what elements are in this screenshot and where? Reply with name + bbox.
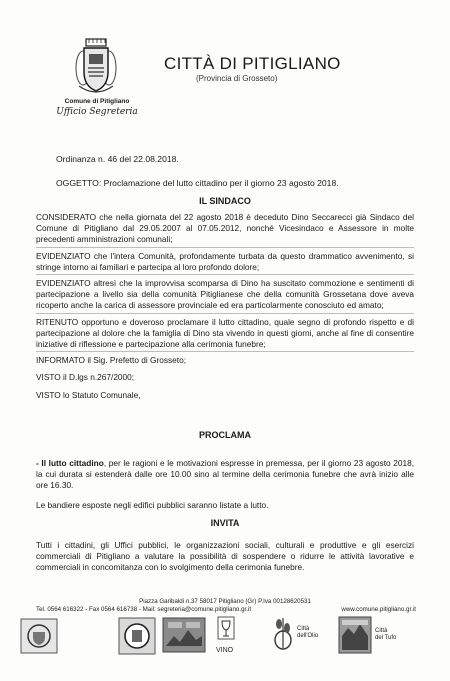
olive-branch-icon [272, 616, 294, 650]
footer-contacts: Tel. 0564 616322 - Fax 0564 616738 - Mail: segreteria@comune.pitigliano.gr.it [36, 606, 252, 613]
invita-text: Tutti i cittadini, gli Uffici pubblici, le organizzazioni sociali, culturali e produttive e gli esercizi commerciali di Pitigliano a valutare la possibilità di sospendere o ridurre le attività lavorative e commerciali in concomitanza con lo svolgimento della cerimonia funebre. [36, 540, 414, 573]
olio-line1: Città [297, 626, 310, 632]
ordinanza-number: Ordinanza n. 46 del 22.08.2018. [56, 154, 179, 164]
invita-section [36, 540, 414, 578]
comune-label: Comune di Pitigliano [64, 98, 130, 105]
proclama-section [36, 458, 414, 515]
paragraph-visto-dlgs: VISTO il D.lgs n.267/2000; [36, 372, 135, 383]
proclama-lead: - Il lutto cittadino [36, 458, 104, 468]
city-title: CITTÀ DI PITIGLIANO [164, 54, 341, 73]
vino-logo [216, 616, 242, 654]
invita-heading: INVITA [210, 518, 240, 528]
ufficio-signature: Ufficio Segreteria [56, 107, 138, 117]
circular-emblem-logo-icon [118, 616, 156, 656]
tufo-emblem-icon [338, 616, 372, 654]
footer-contacts-row [36, 606, 416, 613]
citta-tufo-logo [338, 616, 412, 654]
il-sindaco-heading: IL SINDACO [199, 196, 251, 206]
citta-olio-logo [272, 616, 332, 650]
comune-seal-logo-icon [20, 616, 60, 656]
tufo-line2: del Tufo [375, 635, 397, 641]
paragraph-informato: INFORMATO il Sig. Prefetto di Grosseto; [36, 355, 186, 366]
paragraph-ritenuto: RITENUTO opportuno e doveroso proclamare il lutto cittadino, quale segno di profondo rispetto e di partecipazione al dolore che la famiglia di Dino sta vivendo in questi giorni, anche al fine di consentire iniziative di riflessione e partecipazione alla cerimonia funebre; [36, 317, 414, 353]
bandiere-text: Le bandiere esposte negli edifici pubblici saranno listate a lutto. [36, 499, 269, 510]
proclama-body: , per le ragioni e le motivazioni espresse in premessa, per il giorno 23 agosto 2018, la cui durata si estenderà dalle ore 10.00 sino al termine della cerimonia funebre che avrà inizio alle ore 16.30. [36, 458, 415, 491]
footer-logos [20, 616, 430, 660]
footer-address: Piazza Garibaldi n.37 58017 Pitigliano (Gr) P.Iva 00128620531 [139, 598, 311, 605]
footer-website: www.comune.pitigliano.gr.it [341, 606, 416, 613]
wine-glass-icon [216, 616, 236, 642]
tufo-line1: Città [375, 628, 388, 634]
proclama-heading: PROCLAMA [199, 430, 251, 440]
coat-of-arms-icon [74, 38, 118, 96]
borghi-logo-icon [162, 616, 206, 654]
oggetto-line: OGGETTO: Proclamazione del lutto cittadino per il giorno 23 agosto 2018. [56, 178, 339, 188]
paragraph-considerato: CONSIDERATO che nella giornata del 22 agosto 2018 è deceduto Dino Seccarecci già Sindaco del Comune di Pitigliano dal 29.05.2007 al 07.05.2012, nonché Vicesindaco e Assessore in molte precedenti amministrazioni comunali; [36, 212, 414, 248]
paragraph-visto-statuto: VISTO lo Statuto Comunale, [36, 389, 141, 400]
paragraph-evidenziato-altresi: EVIDENZIATO altresì che la improvvisa scomparsa di Dino ha suscitato commozione e sentimenti di partecipazione a livello sia della comunità Pitiglianese che della comunità Grossetana dove aveva ricoperto anche la carica di assessore provinciale ed era particolarmente conosciuto ed amato; [36, 278, 414, 314]
vino-label: VINO [216, 647, 234, 654]
paragraph-evidenziato: EVIDENZIATO che l'intera Comunità, profondamente turbata da questo drammatico avvenimento, si stringe intorno ai familiari e partecipa al loro profondo dolore; [36, 251, 414, 275]
premesse-section [36, 212, 414, 405]
olio-line2: dell'Olio [297, 633, 319, 639]
proclama-text [36, 458, 414, 492]
city-subtitle: (Provincia di Grosseto) [196, 74, 278, 83]
